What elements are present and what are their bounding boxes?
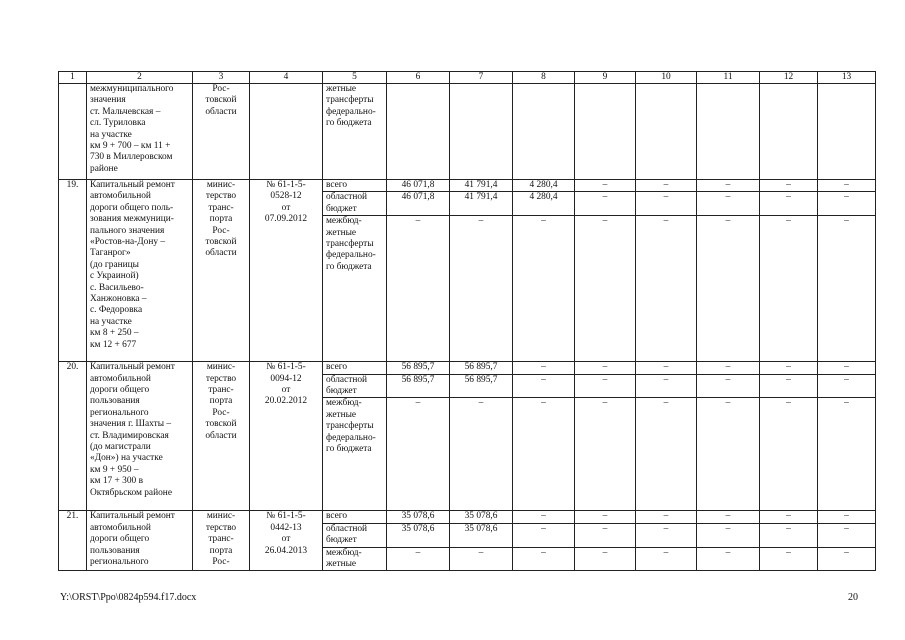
cell-line: областной — [326, 523, 368, 534]
item-number: 19. — [59, 180, 87, 362]
amount-cell: – — [818, 216, 876, 362]
amount-cell: – — [697, 216, 760, 362]
amount-cell: – — [697, 547, 760, 571]
amount-cell: – — [575, 511, 636, 523]
cell-line: пального значения — [90, 225, 165, 236]
column-number: 6 — [387, 72, 450, 84]
cell-line: трансферты — [326, 421, 374, 432]
amount-cell: – — [575, 362, 636, 374]
column-number: 1 — [59, 72, 87, 84]
amount-cell: – — [697, 192, 760, 216]
cell-line: ст. Мальчевская – — [90, 106, 161, 117]
column-number: 4 — [250, 72, 323, 84]
amount-cell: – — [760, 511, 818, 523]
amount-cell — [636, 84, 697, 180]
cell-line: области — [205, 430, 237, 441]
table-body — [59, 72, 876, 571]
amount-cell: – — [513, 523, 575, 547]
cell-line: межбюд- — [326, 216, 362, 227]
expertise-document — [250, 511, 323, 571]
amount-cell: – — [387, 216, 450, 362]
cell-line: межмуниципального — [90, 84, 174, 94]
footer-file-path: Y:\ORST\Ppo\0824p594.f17.docx — [60, 592, 197, 603]
expertise-document — [250, 180, 323, 362]
cell-line: Рос- — [212, 84, 230, 94]
amount-cell: 35 078,6 — [387, 523, 450, 547]
cell-line: км 8 + 250 – — [90, 328, 139, 339]
cell-line: товской — [205, 237, 237, 248]
funding-source — [323, 398, 387, 511]
funding-source — [323, 180, 387, 192]
amount-cell: – — [636, 523, 697, 547]
cell-line: порта — [209, 214, 233, 225]
amount-cell: – — [636, 511, 697, 523]
amount-cell: – — [575, 216, 636, 362]
cell-line: бюджет — [326, 203, 357, 214]
cell-line: с. Васильево- — [90, 282, 144, 293]
amount-cell: – — [818, 180, 876, 192]
cell-line: порта — [209, 545, 233, 556]
cell-line: «Ростов-на-Дону – — [90, 237, 166, 248]
cell-line: значения — [90, 95, 126, 106]
amount-cell: 35 078,6 — [450, 511, 513, 523]
cell-line: регионального — [90, 407, 149, 418]
cell-line: товской — [205, 95, 237, 106]
cell-line: км 17 + 300 в — [90, 476, 144, 487]
amount-cell: – — [387, 547, 450, 571]
customer-org — [193, 362, 250, 511]
amount-cell: 41 791,4 — [450, 180, 513, 192]
page-number: 20 — [848, 592, 858, 603]
object-name — [87, 84, 193, 180]
amount-cell: 41 791,4 — [450, 192, 513, 216]
cell-line: 26.04.2013 — [264, 545, 308, 556]
amount-cell: 56 895,7 — [450, 362, 513, 374]
amount-cell: – — [513, 398, 575, 511]
cell-line: от — [281, 202, 291, 213]
cell-line: 0442-13 — [270, 522, 302, 533]
funding-source — [323, 523, 387, 547]
cell-line: от — [281, 534, 291, 545]
amount-cell — [575, 84, 636, 180]
item-number: 20. — [59, 362, 87, 511]
budget-table — [58, 71, 876, 571]
amount-cell — [760, 84, 818, 180]
cell-line: минис- — [206, 362, 236, 373]
amount-cell: – — [513, 511, 575, 523]
column-number-row — [59, 72, 876, 84]
amount-cell: – — [760, 523, 818, 547]
amount-cell: – — [575, 374, 636, 398]
amount-cell: – — [760, 180, 818, 192]
amount-cell: – — [450, 398, 513, 511]
cell-line: с Украиной) — [90, 271, 139, 282]
amount-cell: – — [818, 398, 876, 511]
cell-line: км 9 + 700 – км 11 + — [90, 141, 171, 152]
cell-line: № 61-1-5- — [266, 180, 306, 190]
cell-line: 730 в Миллеровском — [90, 152, 173, 163]
cell-line: области — [205, 248, 237, 259]
amount-cell — [513, 84, 575, 180]
amount-cell — [387, 84, 450, 180]
amount-cell: – — [450, 547, 513, 571]
funding-source — [323, 547, 387, 571]
cell-line: 20.02.2012 — [264, 396, 308, 407]
amount-cell: – — [575, 180, 636, 192]
cell-line: минис- — [206, 180, 236, 190]
amount-cell: – — [697, 374, 760, 398]
table-row — [59, 84, 876, 180]
item-number: 21. — [59, 511, 87, 571]
funding-source — [323, 511, 387, 523]
amount-cell: – — [697, 180, 760, 192]
cell-line: Таганрог» — [90, 248, 131, 259]
amount-cell: – — [818, 547, 876, 571]
object-name — [87, 362, 193, 511]
cell-line: терство — [205, 522, 237, 533]
cell-line: Капитальный ремонт — [90, 362, 175, 373]
cell-line: с. Федоровка — [90, 305, 143, 316]
cell-line: дороги общего поль- — [90, 202, 174, 213]
column-number: 3 — [193, 72, 250, 84]
cell-line: № 61-1-5- — [266, 511, 306, 522]
amount-cell: – — [760, 216, 818, 362]
cell-line: дороги общего — [90, 385, 150, 396]
amount-cell: – — [818, 362, 876, 374]
cell-line: км 12 + 677 — [90, 339, 137, 350]
amount-cell: – — [760, 398, 818, 511]
amount-cell: – — [818, 192, 876, 216]
amount-cell — [818, 84, 876, 180]
cell-line: всего — [326, 180, 348, 190]
table-row — [59, 180, 876, 192]
cell-line: жетные — [326, 227, 357, 238]
cell-line: на участке — [90, 129, 132, 140]
amount-cell: – — [513, 374, 575, 398]
cell-line: «Дон») на участке — [90, 453, 163, 464]
cell-line: (до границы — [90, 259, 139, 270]
cell-line: автомобильной — [90, 522, 151, 533]
funding-source — [323, 362, 387, 374]
cell-line: от — [281, 385, 291, 396]
amount-cell — [697, 84, 760, 180]
amount-cell: – — [636, 216, 697, 362]
column-number: 5 — [323, 72, 387, 84]
cell-line: автомобильной — [90, 373, 151, 384]
cell-line: федерально- — [326, 106, 376, 117]
amount-cell: – — [760, 374, 818, 398]
amount-cell: – — [818, 523, 876, 547]
amount-cell: – — [818, 374, 876, 398]
cell-line: минис- — [206, 511, 236, 522]
column-number: 11 — [697, 72, 760, 84]
cell-line: терство — [205, 191, 237, 202]
amount-cell: – — [697, 362, 760, 374]
expertise-document — [250, 84, 323, 180]
cell-line: зования межмуници- — [90, 214, 174, 225]
amount-cell: – — [636, 398, 697, 511]
cell-line: 07.09.2012 — [264, 214, 308, 225]
column-number: 7 — [450, 72, 513, 84]
amount-cell: – — [513, 547, 575, 571]
cell-line: Рос- — [212, 557, 230, 568]
amount-cell: 4 280,4 — [513, 180, 575, 192]
cell-line: Капитальный ремонт — [90, 180, 175, 190]
amount-cell: 35 078,6 — [387, 511, 450, 523]
cell-line: бюджет — [326, 535, 357, 546]
cell-line: го бюджета — [326, 261, 372, 272]
amount-cell: – — [636, 374, 697, 398]
amount-cell: 56 895,7 — [387, 374, 450, 398]
cell-line: жетные — [326, 559, 357, 570]
cell-line: всего — [326, 362, 348, 373]
cell-line: 0528-12 — [270, 191, 302, 202]
cell-line: федерально- — [326, 432, 376, 443]
cell-line: транс- — [208, 534, 234, 545]
cell-line: (до магистрали — [90, 442, 151, 453]
amount-cell: – — [575, 523, 636, 547]
cell-line: пользования — [90, 396, 140, 407]
cell-line: на участке — [90, 316, 132, 327]
cell-line: автомобильной — [90, 191, 151, 202]
cell-line: ст. Владимировская — [90, 430, 169, 441]
cell-line: трансферты — [326, 239, 374, 250]
cell-line: сл. Туриловка — [90, 118, 146, 129]
funding-source — [323, 192, 387, 216]
funding-source — [323, 374, 387, 398]
column-number: 2 — [87, 72, 193, 84]
item-number — [59, 84, 87, 180]
cell-line: межбюд- — [326, 547, 362, 558]
cell-line: терство — [205, 373, 237, 384]
amount-cell: 35 078,6 — [450, 523, 513, 547]
cell-line: Рос- — [212, 407, 230, 418]
cell-line: областной — [326, 192, 368, 203]
amount-cell: – — [575, 547, 636, 571]
cell-line: пользования — [90, 545, 140, 556]
amount-cell: – — [697, 523, 760, 547]
cell-line: бюджет — [326, 386, 357, 397]
column-number: 12 — [760, 72, 818, 84]
cell-line: порта — [209, 396, 233, 407]
customer-org — [193, 84, 250, 180]
cell-line: Ханжоновка – — [90, 294, 147, 305]
cell-line: областной — [326, 374, 368, 385]
cell-line: транс- — [208, 385, 234, 396]
cell-line: дороги общего — [90, 534, 150, 545]
amount-cell — [450, 84, 513, 180]
amount-cell: – — [760, 362, 818, 374]
amount-cell: – — [697, 398, 760, 511]
cell-line: 0094-12 — [270, 373, 302, 384]
amount-cell: 46 071,8 — [387, 180, 450, 192]
cell-line: го бюджета — [326, 118, 372, 129]
amount-cell: – — [818, 511, 876, 523]
cell-line: № 61-1-5- — [266, 362, 306, 373]
cell-line: жетные — [326, 409, 357, 420]
amount-cell: 56 895,7 — [387, 362, 450, 374]
column-number: 8 — [513, 72, 575, 84]
amount-cell: – — [636, 362, 697, 374]
cell-line: Капитальный ремонт — [90, 511, 175, 522]
amount-cell: – — [636, 547, 697, 571]
amount-cell: – — [697, 511, 760, 523]
amount-cell: – — [760, 192, 818, 216]
customer-org — [193, 180, 250, 362]
amount-cell: – — [513, 216, 575, 362]
amount-cell: – — [636, 192, 697, 216]
funding-source — [323, 84, 387, 180]
amount-cell: 56 895,7 — [450, 374, 513, 398]
amount-cell: – — [636, 180, 697, 192]
amount-cell: – — [575, 398, 636, 511]
cell-line: федерально- — [326, 250, 376, 261]
amount-cell: – — [575, 192, 636, 216]
cell-line: трансферты — [326, 95, 374, 106]
column-number: 9 — [575, 72, 636, 84]
amount-cell: 46 071,8 — [387, 192, 450, 216]
funding-source — [323, 216, 387, 362]
cell-line: регионального — [90, 557, 149, 568]
customer-org — [193, 511, 250, 571]
expertise-document — [250, 362, 323, 511]
column-number: 10 — [636, 72, 697, 84]
cell-line: всего — [326, 511, 348, 522]
cell-line: значения г. Шахты – — [90, 419, 172, 430]
cell-line: межбюд- — [326, 398, 362, 409]
cell-line: го бюджета — [326, 444, 372, 455]
amount-cell: – — [450, 216, 513, 362]
amount-cell: – — [513, 362, 575, 374]
amount-cell: – — [760, 547, 818, 571]
cell-line: км 9 + 950 – — [90, 464, 139, 475]
table-row — [59, 362, 876, 374]
column-number: 13 — [818, 72, 876, 84]
cell-line: товской — [205, 419, 237, 430]
cell-line: транс- — [208, 202, 234, 213]
cell-line: районе — [90, 163, 118, 174]
cell-line: Октябрьском районе — [90, 487, 172, 498]
cell-line: жетные — [326, 84, 357, 94]
amount-cell: 4 280,4 — [513, 192, 575, 216]
amount-cell: – — [387, 398, 450, 511]
cell-line: области — [205, 106, 237, 117]
table-row — [59, 511, 876, 523]
object-name — [87, 180, 193, 362]
cell-line: Рос- — [212, 225, 230, 236]
object-name — [87, 511, 193, 571]
